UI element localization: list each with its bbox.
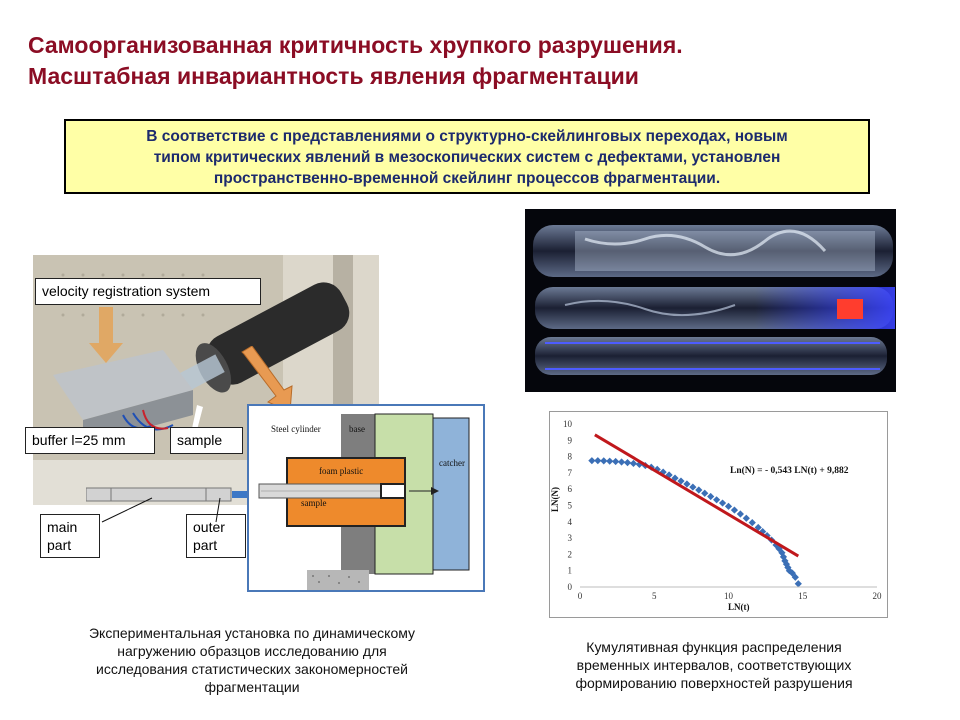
x-tick-label: 10 [724,591,733,601]
x-tick-label: 5 [652,591,657,601]
setup-caption-line-4: фрагментации [204,679,300,695]
tubes-illustration [525,209,896,392]
data-point [618,458,625,465]
diagram-foam-label: foam plastic [319,466,364,476]
data-point [624,459,631,466]
chart-plot [550,412,887,617]
callout-line-3: пространственно-временной скейлинг процессов фрагментации. [213,170,721,187]
slide-title [28,30,928,92]
summary-callout [64,119,870,194]
callout-line-2: типом критических явлений в мезоскопических систем с дефектами, установлен [153,149,781,166]
data-point [701,490,708,497]
data-point [737,510,744,517]
y-tick-label: 1 [567,565,572,576]
data-point [695,486,702,493]
y-tick-label: 0 [567,582,572,592]
data-point [749,519,756,526]
data-point [612,458,619,465]
cumulative-chart [549,411,888,618]
label-buffer: buffer l=25 mm [25,427,155,454]
y-tick-label: 5 [567,500,572,511]
y-axis-label: LN(N) [550,487,560,512]
chart-caption-line-3: формированию поверхностей разрушения [575,675,853,691]
data-point [795,580,802,587]
data-point [689,483,696,490]
fit-equation: Ln(N) = - 0,543 LN(t) + 9,882 [730,466,849,476]
y-tick-label: 9 [567,435,572,446]
y-tick-label: 7 [567,467,572,478]
label-outer-part-line-1: outer [193,519,225,535]
data-point [713,496,720,503]
label-velocity-system: velocity registration system [35,278,261,305]
fragmented-tubes-photo [525,209,896,392]
y-tick-label: 8 [567,451,572,462]
x-tick-label: 20 [872,591,882,601]
chart-caption-line-1: Кумулятивная функция распределения [586,639,842,655]
x-axis-label: LN(t) [728,602,750,612]
data-point [725,503,732,510]
chart-caption [534,638,894,692]
data-point [731,506,738,513]
callout-line-1: В соответствие с представлениями о структурно-скейлинговых переходах, новым [146,128,788,145]
data-point [606,458,613,465]
title-line-1: Самоорганизованная критичность хрупкого разрушения. [28,32,683,58]
y-tick-label: 4 [567,516,572,527]
x-tick-label: 15 [798,591,808,601]
x-tick-label: 0 [577,591,583,601]
y-tick-label: 2 [567,549,572,560]
data-point [719,499,726,506]
chart-caption-line-2: временных интервалов, соответствующих [576,657,852,673]
label-main-part-line-1: main [47,519,78,535]
setup-caption-line-1: Экспериментальная установка по динамическому [88,625,416,641]
diagram-steel-cylinder-label: Steel cylinder [271,424,321,434]
data-point [707,493,714,500]
leader-lines [90,490,240,530]
label-outer-part-line-2: part [193,537,218,553]
diagram-drawing [249,406,483,590]
setup-caption-line-3: исследования статистических закономерностей [96,661,408,677]
data-point [600,457,607,464]
setup-caption [52,624,452,696]
diagram-sample-label: sample [301,498,327,508]
diagram-catcher-label: catcher [439,458,465,468]
y-tick-label: 6 [567,484,572,495]
label-main-part-line-2: part [47,537,72,553]
y-tick-label: 3 [567,533,572,544]
y-tick-label: 10 [563,419,572,429]
title-line-2: Масштабная инвариантность явления фрагментации [28,63,639,89]
fit-line [595,435,798,556]
setup-diagram [247,404,485,592]
data-point [743,515,750,522]
diagram-base-label: base [349,424,365,434]
setup-caption-line-2: нагружению образцов исследованию для [117,643,387,659]
label-sample: sample [170,427,243,454]
